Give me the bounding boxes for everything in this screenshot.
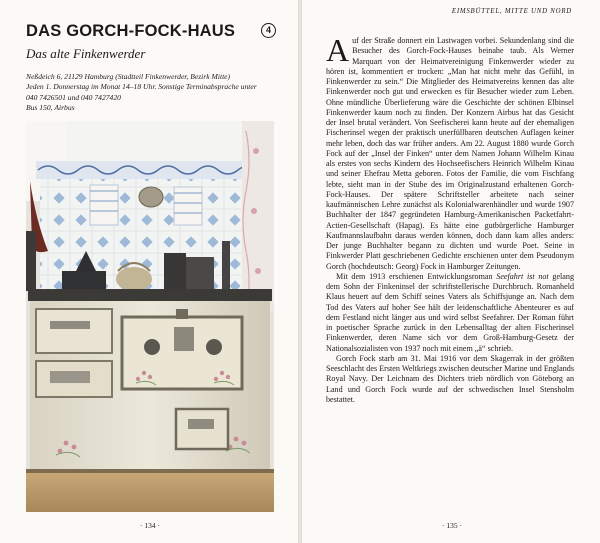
paragraph-1 [326, 32, 574, 272]
info-line-hours: Jeden 1. Donnerstag im Monat 14–18 Uhr. Sonstige Terminabsprache unter [26, 82, 257, 92]
page-number-left: · 134 · [140, 521, 160, 530]
info-line-address: Neßdeich 6, 21129 Hamburg (Stadtteil Finkenwerder, Bezirk Mitte) [26, 72, 231, 81]
book-title-italic: Seefahrt ist not [496, 271, 549, 281]
paragraph-2 [326, 272, 574, 354]
article-body [326, 32, 574, 405]
paragraph-2-text-a: Mit dem 1913 erschienen Entwicklungsroman [336, 271, 497, 281]
running-head: EIMSBÜTTEL, MITTE UND NORD [451, 8, 572, 15]
paragraph-1-text: uf der Straße donnert ein Lastwagen vorbei. Sekundenlang sind die Besucher des Gorch-Fock-Hauses beinahe taub. Als Werner Marquart von der Heimatvereinigung Finkenwerder wieder zu hören ist, kommentiert er trocken: „Man hat nicht mehr das Gefühl, in Finkenwerder zu sein.“ Die Mitglieder des Heimatvereins kennen das alte Finkenwerder noch gut und erwecken es für Besucher wieder zum Leben. Ohne mündliche Überlieferung wäre die Geschichte der schönen Elbinsel Finkenwerder kaum noch zu finden. Der Konzern Airbus hat das Gesicht der Insel brutal verändert. Von Seefischerei kann heute auf der ehemaligen Fischerinsel wegen der praktisch unerfüllbaren deutschen Auflagen keiner mehr leben, doch das war früher anders. Am 22. August 1880 wurde Gorch Fock auf der „Insel der Finken“ unter dem Namen Johann Wilhelm Kinau als erstes von sechs Kindern des Hochseefischers Heinrich Wilhelm Kinau und seiner Ehefrau Metta geboren. Fotos der Familie, die vom Fischfang lebte, sieht man in der Stube des im Originalzustand erhaltenen Gorch-Fock-Hauses. Der spätere Schriftsteller arbeitete nach seiner kaufmännischen Lehre zunächst als Kolonialwarenhändler und wurde 1907 Buchhalter der 1847 gegründeten Hamburg-Amerikanischen Packetfahrt-Actien-Gesellschaft (Hapag). Es hätte eine gutbürgerliche Hamburger Kaufmannslaufbahn daraus werden können, doch dann kam alles anders: Der junge Buchhalter begann zu dichten und wurde Poet. Seine in Finkwerder Platt geschriebenen Gedichte erschienen unter dem Pseudonym Gorch (hochdeutsch: Georg) Fock in Hamburger Zeitungen. [326, 36, 574, 271]
info-line-transport: Bus 150, Airbus [26, 103, 75, 113]
paragraph-2-text-b: gelang dem Sohn der Finkeninsel der schriftstellerische Durchbruch. Romanheld Klaus heuert auf dem Schiff seines Vaters als Schiffsjunge an. Nach dem Tod des Vaters auf hoher See hält der leidenschaftliche Abenteurer es auf dem Festland nicht länger aus und wird selbst Seefahrer. Der Roman führt in poetischer Sprache zurück in den Lebensalltag der alten Fischerinsel Finkenwerder, deren Name sich vor dem Groß-Hamburg-Gesetz der Nationalsozialisten von 1937 noch mit einem „ä“ schrieb. [326, 271, 574, 353]
drop-cap: A [326, 32, 350, 68]
right-page [302, 0, 600, 543]
title-row [26, 22, 276, 42]
stove-photo [26, 121, 274, 512]
info-line-phone: 040 7426501 und 040 7427420 [26, 92, 121, 102]
page-number-right: · 135 · [442, 521, 462, 530]
left-page [0, 0, 298, 543]
paragraph-3: Gorch Fock starb am 31. Mai 1916 vor dem Skagerrak in der größten Seeschlacht des Ersten Weltkriegs zwischen deutscher Marine und Englands Royal Navy. Der Leichnam des Dichters trieb nördlich von Göteborg an Land und Gorch Fock wurde auf der schwedischen Insel Stensholm bestattet. [326, 353, 574, 404]
location-number-badge: 4 [261, 23, 276, 38]
chapter-subtitle: Das alte Finkenwerder [26, 46, 146, 61]
chapter-title: DAS GORCH-FOCK-HAUS [26, 22, 236, 40]
address-info [26, 72, 276, 114]
